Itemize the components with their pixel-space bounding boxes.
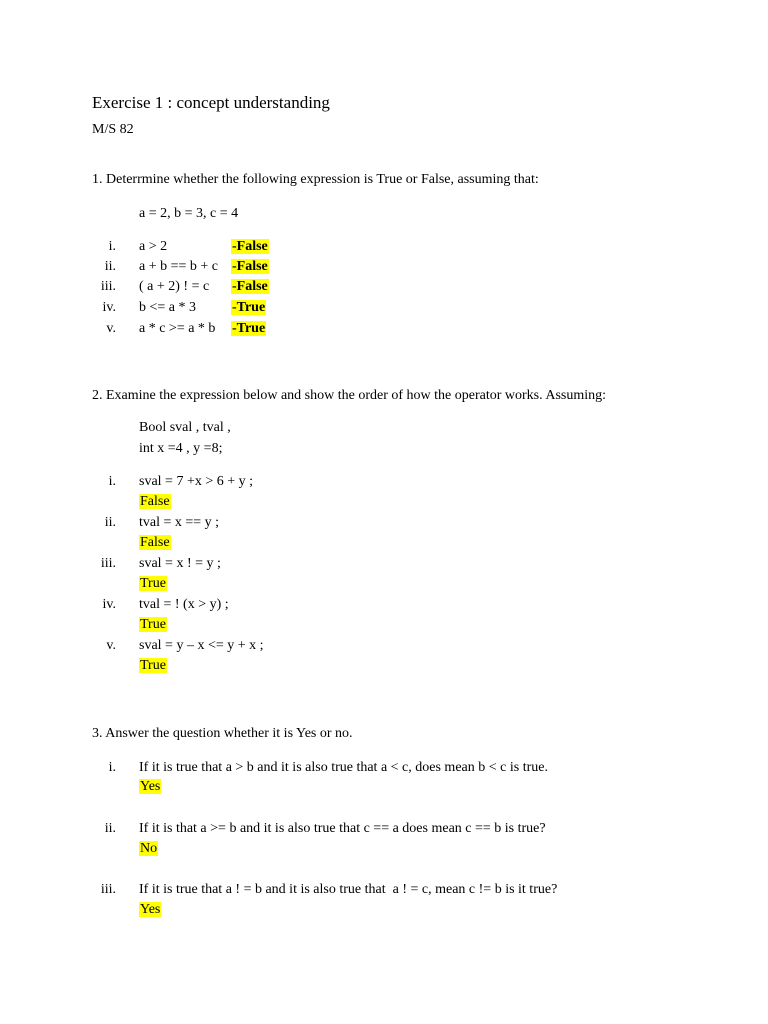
q2-prompt: 2. Examine the expression below and show the order of how the operator works. Assuming: xyxy=(92,388,607,403)
q2-item-answer: True xyxy=(140,658,166,673)
q2-item-expr: tval = ! (x > y) ; xyxy=(139,597,229,612)
q1-item-num: iv. xyxy=(102,300,116,315)
q3-prompt: 3. Answer the question whether it is Yes or no. xyxy=(92,726,353,741)
q3-item-expr: If it is true that a > b and it is also true that a < c, does mean b < c is true. xyxy=(139,760,548,775)
q2-item-expr: sval = y – x <= y + x ; xyxy=(139,638,264,653)
q3-item-num: iii. xyxy=(100,882,116,897)
page-subtitle: M/S 82 xyxy=(92,122,134,137)
q1-item-num: v. xyxy=(106,321,116,336)
q2-item-num: iv. xyxy=(102,597,116,612)
q2-item-expr: sval = x ! = y ; xyxy=(139,556,221,571)
q1-item-expr: a + b == b + c xyxy=(139,259,219,274)
q1-item-expr: a * c >= a * b xyxy=(139,321,216,336)
q2-item-num: v. xyxy=(106,638,116,653)
q2-item-expr: sval = 7 +x > 6 + y ; xyxy=(139,474,254,489)
q1-item-answer: -False xyxy=(232,259,268,274)
q2-item-answer: False xyxy=(140,535,170,550)
q2-item-num: i. xyxy=(108,474,116,489)
q1-item-expr: b <= a * 3 xyxy=(139,300,197,315)
q2-item-answer: True xyxy=(140,617,166,632)
q2-item-num: ii. xyxy=(104,515,116,530)
q1-given: a = 2, b = 3, c = 4 xyxy=(139,206,239,221)
q1-item-answer: -True xyxy=(232,300,266,315)
q3-item-answer: Yes xyxy=(140,779,161,794)
q3-item-num: ii. xyxy=(104,821,116,836)
q1-item-answer: -False xyxy=(232,239,268,254)
q3-item-answer: Yes xyxy=(140,902,161,917)
q3-item-num: i. xyxy=(108,760,116,775)
q2-item-answer: False xyxy=(140,494,170,509)
q1-prompt: 1. Deterrmine whether the following expression is True or False, assuming that: xyxy=(92,172,539,187)
q2-given-line1: Bool sval , tval , xyxy=(139,420,231,435)
q1-item-num: ii. xyxy=(104,259,116,274)
q2-item-expr: tval = x == y ; xyxy=(139,515,220,530)
q1-item-num: iii. xyxy=(100,279,116,294)
q2-item-answer: True xyxy=(140,576,166,591)
q1-item-expr: ( a + 2) ! = c xyxy=(139,279,210,294)
page-title: Exercise 1 : concept understanding xyxy=(92,93,330,112)
q1-item-answer: -True xyxy=(232,321,266,336)
q2-item-num: iii. xyxy=(100,556,116,571)
q1-item-num: i. xyxy=(108,239,116,254)
q1-item-expr: a > 2 xyxy=(139,239,168,254)
q3-item-answer: No xyxy=(140,841,158,856)
q3-item-expr: If it is that a >= b and it is also true that c == a does mean c == b is true? xyxy=(139,821,546,836)
q1-item-answer: -False xyxy=(232,279,268,294)
q2-given-line2: int x =4 , y =8; xyxy=(139,441,223,456)
q3-item-expr: If it is true that a ! = b and it is also true that a ! = c, mean c != b is it true? xyxy=(139,882,558,897)
